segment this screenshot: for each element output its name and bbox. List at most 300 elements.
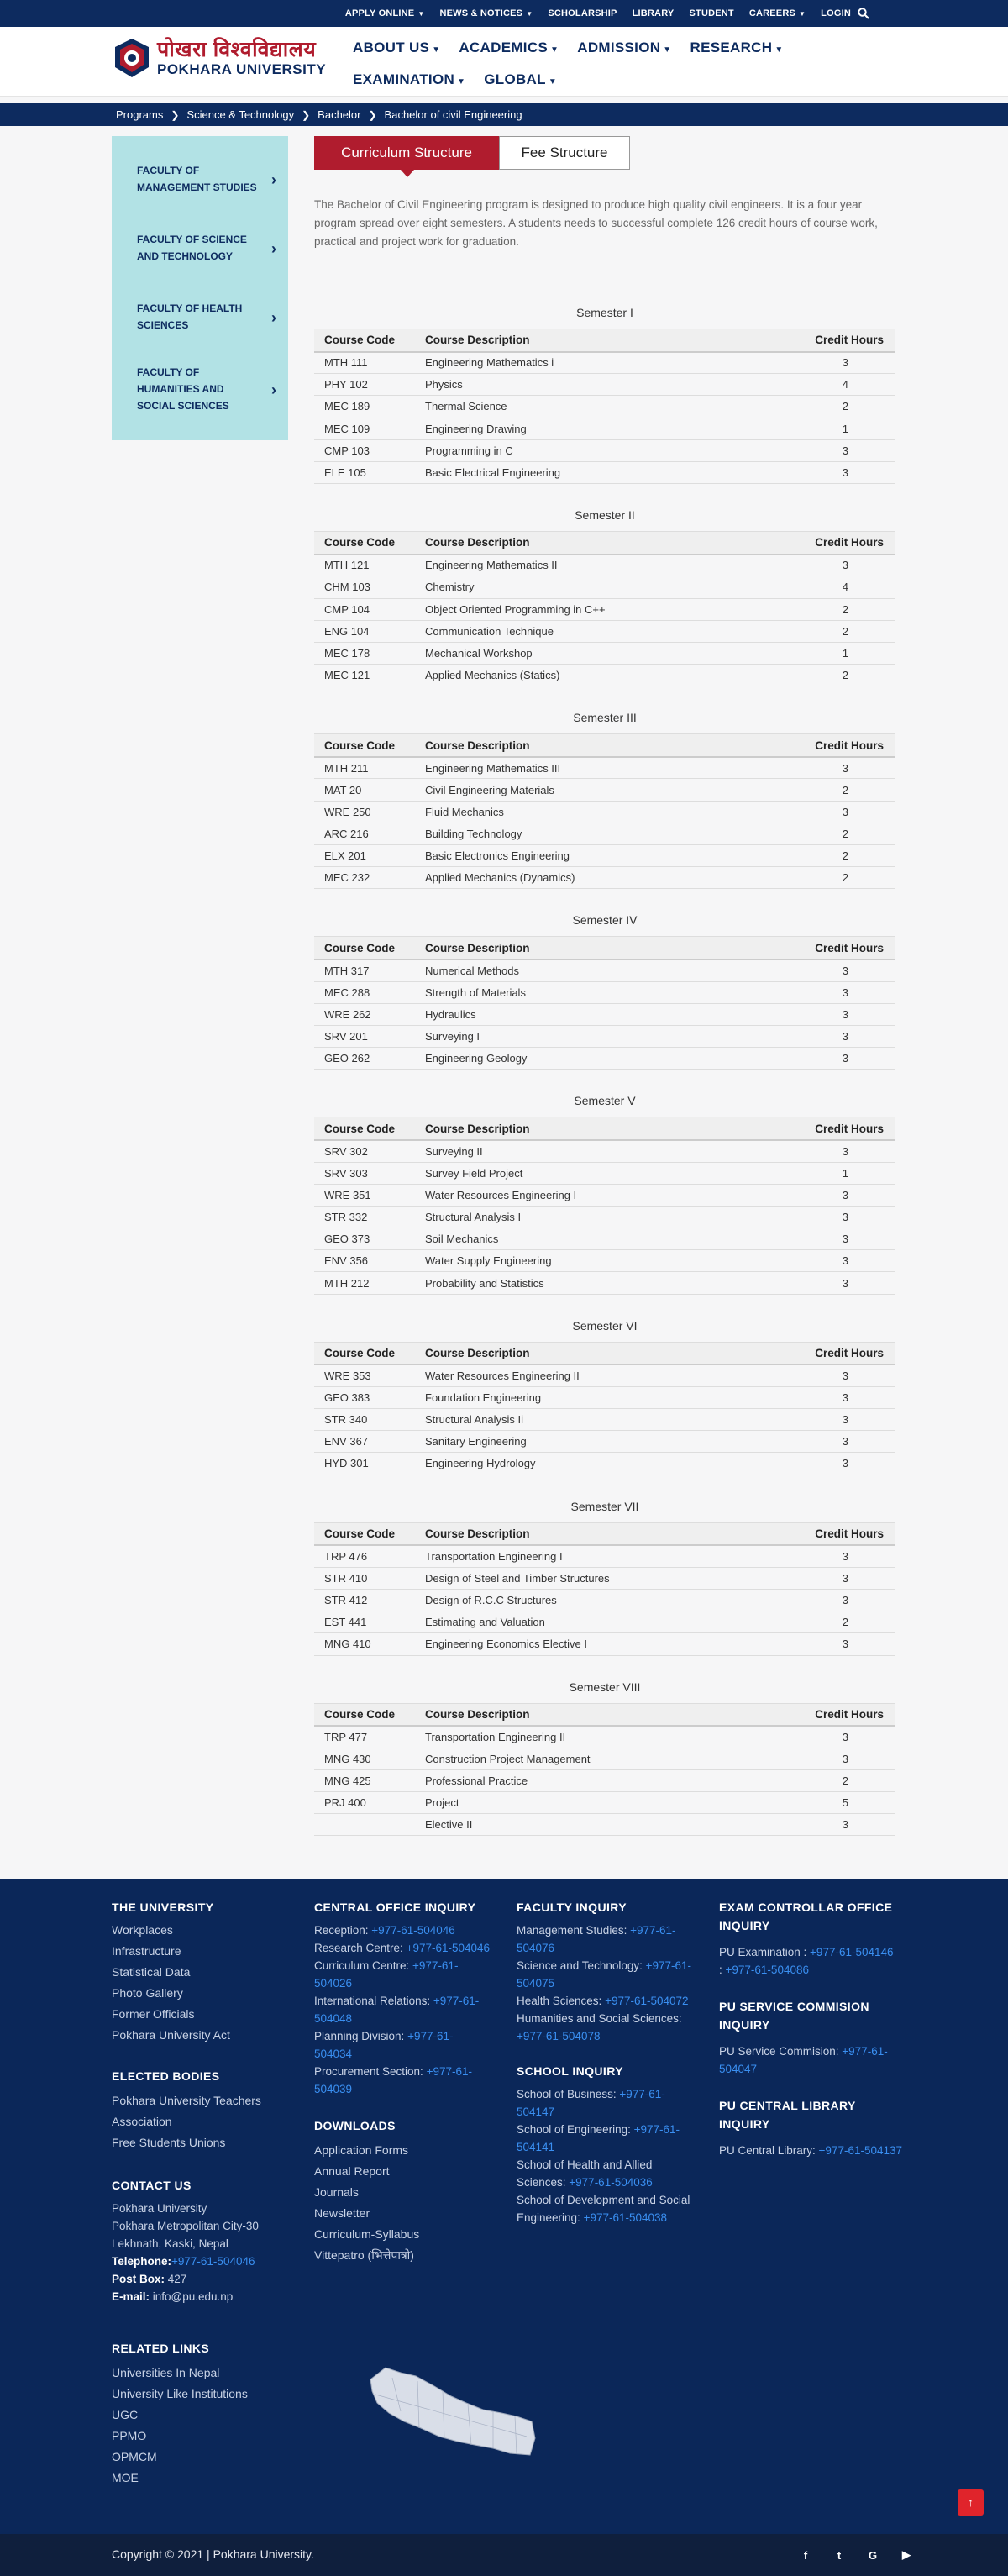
chevron-down-icon: ▼ bbox=[663, 45, 672, 55]
library-phone[interactable]: +977-61-504137 bbox=[818, 2144, 903, 2157]
course-table bbox=[314, 1522, 895, 1656]
top-utility-bar bbox=[0, 0, 1008, 27]
credit-hours: 3 bbox=[743, 1567, 895, 1589]
table-row bbox=[314, 576, 895, 598]
phone-link[interactable]: +977-61-504141 bbox=[517, 2123, 680, 2153]
course-description: Communication Technique bbox=[415, 620, 741, 642]
footer-link[interactable]: Former Officials bbox=[112, 2007, 195, 2021]
phone-link[interactable]: +977-61-504075 bbox=[517, 1959, 692, 1990]
course-description: Building Technology bbox=[415, 823, 722, 844]
column-header-credit: Credit Hours bbox=[722, 1117, 895, 1140]
faculty-contact: Health Sciences: +977-61-504072 bbox=[517, 1995, 689, 2007]
column-header-code: Course Code bbox=[314, 532, 415, 555]
course-description: Water Resources Engineering I bbox=[415, 1184, 722, 1206]
semester-title: Semester I bbox=[576, 306, 633, 319]
sidebar-item-science-technology[interactable]: FACULTY OF SCIENCE AND TECHNOLOGY › bbox=[137, 234, 276, 262]
footer-exam-inquiry: EXAM CONTROLLAR OFFICE INQUIRY PU Examination : +977-61-504146 : +977-61-504086 PU SERVICE COMMISION INQUIRY PU Service Commision: +977-61-504047 PU CENTRAL LIBRARY INQUIRY PU Central Library: +977-61-504137 bbox=[719, 1900, 903, 2157]
site-footer bbox=[0, 1879, 1008, 2534]
twitter-icon[interactable]: t bbox=[837, 2548, 842, 2562]
faculty-contact: Science and Technology: +977-61-504075 bbox=[517, 1959, 692, 1990]
chevron-down-icon: ▼ bbox=[417, 9, 425, 18]
chevron-down-icon: ▼ bbox=[548, 77, 558, 87]
course-code: MEC 178 bbox=[314, 642, 415, 664]
course-code: MTH 211 bbox=[314, 757, 415, 779]
table-row bbox=[314, 1611, 895, 1633]
credit-hours: 3 bbox=[711, 461, 895, 483]
column-header-desc: Course Description bbox=[415, 1703, 732, 1726]
phone-link[interactable]: +977-61-504039 bbox=[314, 2065, 472, 2095]
table-row bbox=[314, 1228, 895, 1250]
footer-link[interactable]: Pokhara University Teachers Association bbox=[112, 2094, 261, 2128]
sidebar-item-management[interactable]: FACULTY OF MANAGEMENT STUDIES › bbox=[137, 165, 276, 193]
credit-hours: 3 bbox=[711, 352, 895, 374]
course-code: STR 410 bbox=[314, 1567, 415, 1589]
column-header-code: Course Code bbox=[314, 734, 415, 757]
course-code: CMP 104 bbox=[314, 598, 415, 620]
table-row bbox=[314, 1409, 895, 1431]
copyright-text: Copyright © 2021 | Pokhara University. bbox=[112, 2547, 314, 2561]
course-description: Water Resources Engineering II bbox=[415, 1364, 725, 1386]
course-code: WRE 351 bbox=[314, 1184, 415, 1206]
course-code: CHM 103 bbox=[314, 576, 415, 598]
course-code: WRE 262 bbox=[314, 1003, 415, 1025]
column-header-code: Course Code bbox=[314, 1117, 415, 1140]
credit-hours: 4 bbox=[711, 374, 895, 396]
footer-link[interactable]: Infrastructure bbox=[112, 1944, 181, 1958]
table-row bbox=[314, 779, 895, 801]
footer-link[interactable]: Pokhara University Act bbox=[112, 2028, 230, 2042]
footer-download-link[interactable]: Application Forms bbox=[314, 2143, 409, 2157]
course-code: MNG 430 bbox=[314, 1748, 415, 1769]
credit-hours: 2 bbox=[741, 620, 895, 642]
credit-hours: 3 bbox=[743, 1633, 895, 1655]
credit-hours: 3 bbox=[684, 1048, 895, 1070]
semester-title: Semester IV bbox=[572, 913, 638, 928]
university-logo[interactable] bbox=[112, 37, 326, 79]
column-header-credit: Credit Hours bbox=[684, 937, 895, 959]
site-header bbox=[0, 27, 1008, 97]
contact-email[interactable]: info@pu.edu.np bbox=[152, 2290, 234, 2303]
credit-hours: 3 bbox=[684, 1025, 895, 1047]
credit-hours: 2 bbox=[732, 1769, 895, 1791]
course-description: Numerical Methods bbox=[415, 959, 684, 981]
footer-link[interactable]: University Like Institutions bbox=[112, 2387, 248, 2400]
course-code bbox=[314, 1814, 415, 1836]
credit-hours: 3 bbox=[684, 1003, 895, 1025]
course-code: GEO 383 bbox=[314, 1386, 415, 1408]
course-description: Engineering Drawing bbox=[415, 418, 711, 439]
table-row bbox=[314, 1748, 895, 1769]
course-code: EST 441 bbox=[314, 1611, 415, 1633]
course-table bbox=[314, 936, 895, 1070]
course-description: Design of Steel and Timber Structures bbox=[415, 1567, 743, 1589]
table-row bbox=[314, 1792, 895, 1814]
course-description: Engineering Mathematics i bbox=[415, 352, 711, 374]
central-office-contact: Research Centre: +977-61-504046 bbox=[314, 1942, 491, 1954]
credit-hours: 3 bbox=[722, 1206, 895, 1228]
topbar-scholarship[interactable]: SCHOLARSHIP bbox=[548, 8, 617, 18]
course-description: Fluid Mechanics bbox=[415, 801, 722, 823]
phone-link[interactable]: +977-61-504147 bbox=[517, 2088, 665, 2118]
course-description: Thermal Science bbox=[415, 396, 711, 418]
column-header-credit: Credit Hours bbox=[743, 1522, 895, 1545]
nav-global[interactable]: GLOBAL ▼ bbox=[484, 71, 558, 87]
school-contact: School of Business: +977-61-504147 bbox=[517, 2088, 665, 2118]
breadcrumb-bachelor[interactable]: Bachelor bbox=[318, 108, 361, 121]
credit-hours: 3 bbox=[722, 1250, 895, 1272]
phone-link[interactable]: +977-61-504046 bbox=[371, 1924, 455, 1937]
table-row bbox=[314, 665, 895, 686]
column-header-credit: Credit Hours bbox=[741, 532, 895, 555]
course-description: Soil Mechanics bbox=[415, 1228, 722, 1250]
footer-link[interactable]: Workplaces bbox=[112, 1923, 173, 1937]
table-row bbox=[314, 1184, 895, 1206]
back-to-top-button[interactable]: ↑ bbox=[958, 2489, 984, 2516]
topbar-news-notices[interactable]: NEWS & NOTICES ▼ bbox=[439, 8, 533, 18]
phone-link[interactable]: +977-61-504034 bbox=[314, 2030, 454, 2060]
course-table bbox=[314, 1703, 895, 1837]
exam-phone-2[interactable]: +977-61-504086 bbox=[725, 1964, 809, 1976]
course-description: Sanitary Engineering bbox=[415, 1431, 725, 1453]
credit-hours: 1 bbox=[711, 418, 895, 439]
course-description: Civil Engineering Materials bbox=[415, 779, 722, 801]
credit-hours: 2 bbox=[722, 823, 895, 844]
course-code: MNG 425 bbox=[314, 1769, 415, 1791]
credit-hours: 4 bbox=[741, 576, 895, 598]
credit-hours: 3 bbox=[743, 1589, 895, 1611]
credit-hours: 2 bbox=[741, 598, 895, 620]
nepal-map-image bbox=[367, 2361, 538, 2462]
chevron-right-icon: › bbox=[271, 309, 276, 326]
credit-hours: 3 bbox=[725, 1409, 895, 1431]
course-code: MNG 410 bbox=[314, 1633, 415, 1655]
credit-hours: 3 bbox=[725, 1386, 895, 1408]
credit-hours: 3 bbox=[722, 1228, 895, 1250]
phone-link[interactable]: +977-61-504026 bbox=[314, 1959, 459, 1990]
table-row bbox=[314, 1048, 895, 1070]
semester-title: Semester VIII bbox=[569, 1680, 641, 1694]
credit-hours: 3 bbox=[722, 1184, 895, 1206]
table-row bbox=[314, 867, 895, 889]
course-description: Elective II bbox=[415, 1814, 732, 1836]
column-header-code: Course Code bbox=[314, 1522, 415, 1545]
table-row bbox=[314, 959, 895, 981]
chevron-right-icon: ❯ bbox=[302, 108, 311, 121]
credit-hours: 2 bbox=[722, 779, 895, 801]
table-row bbox=[314, 352, 895, 374]
chevron-down-icon: ▼ bbox=[774, 45, 784, 55]
semester-block bbox=[314, 911, 895, 1070]
course-code: MEC 109 bbox=[314, 418, 415, 439]
course-code: TRP 477 bbox=[314, 1726, 415, 1748]
course-code: WRE 250 bbox=[314, 801, 415, 823]
course-table bbox=[314, 1117, 895, 1294]
exam-phone-1[interactable]: +977-61-504146 bbox=[810, 1946, 894, 1958]
phone-link[interactable]: +977-61-504078 bbox=[517, 2030, 601, 2042]
facebook-icon[interactable]: f bbox=[803, 2548, 808, 2562]
tab-fee-structure[interactable]: Fee Structure bbox=[499, 136, 630, 170]
footer-link[interactable]: Universities In Nepal bbox=[112, 2366, 220, 2379]
phone-link[interactable]: +977-61-504036 bbox=[569, 2176, 653, 2189]
sidebar-item-health[interactable]: FACULTY OF HEALTH SCIENCES › bbox=[137, 302, 276, 331]
column-header-credit: Credit Hours bbox=[725, 1342, 895, 1364]
course-code: HYD 301 bbox=[314, 1453, 415, 1475]
phone-link[interactable]: +977-61-504038 bbox=[583, 2211, 668, 2224]
topbar-student[interactable]: STUDENT bbox=[689, 8, 734, 18]
topbar-login[interactable]: LOGIN bbox=[821, 8, 851, 18]
column-header-code: Course Code bbox=[314, 1342, 415, 1364]
course-description: Applied Mechanics (Dynamics) bbox=[415, 867, 722, 889]
course-code: MTH 212 bbox=[314, 1272, 415, 1294]
credit-hours: 2 bbox=[741, 665, 895, 686]
table-row bbox=[314, 1162, 895, 1184]
course-description: Transportation Engineering I bbox=[415, 1545, 743, 1567]
google-icon[interactable]: G bbox=[868, 2548, 878, 2562]
table-row bbox=[314, 1025, 895, 1047]
column-header-code: Course Code bbox=[314, 329, 415, 352]
footer-faculty-inquiry: FACULTY INQUIRY Management Studies: +977-61-504076 Science and Technology: +977-61-504075 Health Sciences: +977-61-504072 Humanities and Social Sciences: +977-61-504078 SCHOOL INQUIRY School of Business: +977-61-504147 School of Engineering: +977-61-504141 School of Health and Allied Sciences: +977-61-504036 School of Development and Social Engineering: +977-61-504038 bbox=[517, 1898, 693, 2226]
course-code: MEC 232 bbox=[314, 867, 415, 889]
table-row bbox=[314, 620, 895, 642]
semester-title: Semester VI bbox=[572, 1318, 638, 1333]
column-header-code: Course Code bbox=[314, 937, 415, 959]
table-row bbox=[314, 1545, 895, 1567]
course-code: CMP 103 bbox=[314, 439, 415, 461]
column-header-desc: Course Description bbox=[415, 1117, 722, 1140]
tab-curriculum-structure[interactable]: Curriculum Structure bbox=[314, 136, 499, 170]
table-row bbox=[314, 1250, 895, 1272]
table-row bbox=[314, 598, 895, 620]
table-row bbox=[314, 1726, 895, 1748]
footer-download-link[interactable]: Vittepatro (भित्तेपात्रो) bbox=[314, 2248, 414, 2262]
sidebar-item-humanities[interactable]: FACULTY OF HUMANITIES AND SOCIAL SCIENCES › bbox=[137, 366, 276, 412]
program-tabs bbox=[314, 136, 630, 170]
breadcrumb-science-technology[interactable]: Science & Technology bbox=[186, 108, 295, 121]
credit-hours: 3 bbox=[684, 959, 895, 981]
chevron-down-icon: ▼ bbox=[526, 9, 533, 18]
table-row bbox=[314, 1206, 895, 1228]
column-header-desc: Course Description bbox=[415, 1522, 743, 1545]
course-description: Foundation Engineering bbox=[415, 1386, 725, 1408]
school-contact: School of Engineering: +977-61-504141 bbox=[517, 2123, 680, 2153]
course-description: Engineering Economics Elective I bbox=[415, 1633, 743, 1655]
semester-block bbox=[314, 506, 895, 686]
table-row bbox=[314, 374, 895, 396]
table-row bbox=[314, 1633, 895, 1655]
table-row bbox=[314, 461, 895, 483]
course-description: Physics bbox=[415, 374, 711, 396]
semester-block bbox=[314, 303, 895, 484]
course-code: SRV 302 bbox=[314, 1140, 415, 1162]
footer-link[interactable]: OPMCM bbox=[112, 2450, 157, 2463]
copyright-bar bbox=[0, 2534, 1008, 2576]
column-header-desc: Course Description bbox=[415, 329, 711, 352]
credit-hours: 1 bbox=[741, 642, 895, 664]
central-office-contact: Planning Division: +977-61-504034 bbox=[314, 2030, 454, 2060]
credit-hours: 2 bbox=[711, 396, 895, 418]
nav-academics[interactable]: ACADEMICS ▼ bbox=[459, 39, 559, 55]
chevron-right-icon: › bbox=[271, 381, 276, 398]
youtube-icon[interactable]: ▶ bbox=[902, 2548, 911, 2561]
credit-hours: 1 bbox=[722, 1162, 895, 1184]
course-description: Design of R.C.C Structures bbox=[415, 1589, 743, 1611]
course-description: Engineering Geology bbox=[415, 1048, 684, 1070]
course-description: Hydraulics bbox=[415, 1003, 684, 1025]
course-description: Engineering Mathematics II bbox=[415, 555, 741, 576]
contact-telephone[interactable]: +977-61-504046 bbox=[171, 2255, 255, 2268]
table-row bbox=[314, 642, 895, 664]
semester-block bbox=[314, 1497, 895, 1656]
central-office-contact: Procurement Section: +977-61-504039 bbox=[314, 2065, 472, 2095]
column-header-desc: Course Description bbox=[415, 937, 684, 959]
table-row bbox=[314, 1272, 895, 1294]
footer-link[interactable]: PPMO bbox=[112, 2429, 147, 2442]
credit-hours: 3 bbox=[725, 1453, 895, 1475]
course-description: Project bbox=[415, 1792, 732, 1814]
main-navigation bbox=[353, 32, 857, 96]
breadcrumb-current: Bachelor of civil Engineering bbox=[384, 108, 522, 121]
footer-download-link[interactable]: Newsletter bbox=[314, 2206, 370, 2220]
phone-link[interactable]: +977-61-504076 bbox=[517, 1924, 676, 1954]
course-code: ENV 356 bbox=[314, 1250, 415, 1272]
course-code: PRJ 400 bbox=[314, 1792, 415, 1814]
course-code: MAT 20 bbox=[314, 779, 415, 801]
course-description: Engineering Hydrology bbox=[415, 1453, 725, 1475]
footer-link[interactable]: Statistical Data bbox=[112, 1965, 191, 1979]
semester-block bbox=[314, 708, 895, 889]
breadcrumb-programs[interactable]: Programs bbox=[116, 108, 164, 121]
course-code: ARC 216 bbox=[314, 823, 415, 844]
course-description: Survey Field Project bbox=[415, 1162, 722, 1184]
course-table bbox=[314, 329, 895, 484]
course-code: MTH 317 bbox=[314, 959, 415, 981]
credit-hours: 3 bbox=[732, 1748, 895, 1769]
credit-hours: 3 bbox=[725, 1431, 895, 1453]
course-code: TRP 476 bbox=[314, 1545, 415, 1567]
table-row bbox=[314, 439, 895, 461]
footer-link[interactable]: Photo Gallery bbox=[112, 1986, 183, 2000]
footer-link[interactable]: UGC bbox=[112, 2408, 139, 2421]
semester-title: Semester VII bbox=[570, 1499, 639, 1513]
semester-block bbox=[314, 1091, 895, 1294]
table-row bbox=[314, 1386, 895, 1408]
topbar-careers[interactable]: CAREERS ▼ bbox=[748, 8, 806, 18]
course-description: Transportation Engineering II bbox=[415, 1726, 732, 1748]
course-description: Mechanical Workshop bbox=[415, 642, 741, 664]
table-row bbox=[314, 1003, 895, 1025]
footer-link[interactable]: Free Students Unions bbox=[112, 2136, 226, 2149]
course-description: Object Oriented Programming in C++ bbox=[415, 598, 741, 620]
course-description: Chemistry bbox=[415, 576, 741, 598]
course-table bbox=[314, 733, 895, 889]
semester-title: Semester III bbox=[573, 711, 637, 725]
nav-examination[interactable]: EXAMINATION ▼ bbox=[353, 71, 466, 87]
footer-download-link[interactable]: Annual Report bbox=[314, 2164, 390, 2178]
course-code: ELE 105 bbox=[314, 461, 415, 483]
course-code: ELX 201 bbox=[314, 845, 415, 867]
program-description: The Bachelor of Civil Engineering program is designed to produce high quality civil engineers. It is a four year program spread over eight semesters. A students needs to successful complete 126 credit hours of course work, practical and project work for graduation. bbox=[314, 198, 878, 248]
course-description: Professional Practice bbox=[415, 1769, 732, 1791]
credit-hours: 3 bbox=[711, 439, 895, 461]
course-description: Engineering Mathematics III bbox=[415, 757, 722, 779]
course-code: PHY 102 bbox=[314, 374, 415, 396]
column-header-credit: Credit Hours bbox=[732, 1703, 895, 1726]
column-header-credit: Credit Hours bbox=[711, 329, 895, 352]
nav-admission[interactable]: ADMISSION ▼ bbox=[577, 39, 672, 55]
semester-block bbox=[314, 1678, 895, 1837]
course-code: STR 340 bbox=[314, 1409, 415, 1431]
column-header-desc: Course Description bbox=[415, 734, 722, 757]
course-description: Basic Electrical Engineering bbox=[415, 461, 711, 483]
course-code: MTH 111 bbox=[314, 352, 415, 374]
chevron-right-icon: › bbox=[271, 240, 276, 257]
topbar-library[interactable]: LIBRARY bbox=[632, 8, 675, 18]
breadcrumb bbox=[0, 103, 1008, 126]
credit-hours: 3 bbox=[722, 1140, 895, 1162]
search-icon[interactable] bbox=[858, 8, 869, 19]
credit-hours: 2 bbox=[743, 1611, 895, 1633]
nav-about-us[interactable]: ABOUT US ▼ bbox=[353, 39, 441, 55]
table-row bbox=[314, 1814, 895, 1836]
social-links bbox=[781, 2546, 916, 2564]
service-commission-phone[interactable]: +977-61-504047 bbox=[719, 2045, 888, 2075]
phone-link[interactable]: +977-61-504048 bbox=[314, 1995, 480, 2025]
credit-hours: 3 bbox=[732, 1726, 895, 1748]
semester-block bbox=[314, 1317, 895, 1475]
footer-university: THE UNIVERSITY Workplaces Infrastructure Statistical Data Photo Gallery Former Officials Pokhara University Act ELECTED BODIES Pokhara University Teachers Association Free Students Unions CONTACT US Pokhara University Pokhara Metropolitan City-30 Lekhnath, Kaski, Nepal Telephone:+977-61-504046 Post Box: 427 E-mail: info@pu.edu.np RELATED LINKS Universities In Nepal University Like Institutions UGC PPMO OPMCM MOE bbox=[112, 1898, 297, 2489]
course-code: GEO 373 bbox=[314, 1228, 415, 1250]
course-description: Construction Project Management bbox=[415, 1748, 732, 1769]
course-description: Surveying I bbox=[415, 1025, 684, 1047]
footer-download-link[interactable]: Journals bbox=[314, 2185, 359, 2199]
school-contact: School of Development and Social Engineering: +977-61-504038 bbox=[517, 2194, 690, 2224]
phone-link[interactable]: +977-61-504072 bbox=[605, 1995, 689, 2007]
credit-hours: 3 bbox=[743, 1545, 895, 1567]
curriculum-semesters bbox=[314, 303, 895, 1836]
course-code: STR 412 bbox=[314, 1589, 415, 1611]
course-description: Estimating and Valuation bbox=[415, 1611, 743, 1633]
table-row bbox=[314, 418, 895, 439]
table-row bbox=[314, 845, 895, 867]
faculty-contact: Management Studies: +977-61-504076 bbox=[517, 1924, 676, 1954]
table-row bbox=[314, 823, 895, 844]
topbar-apply-online[interactable]: APPLY ONLINE ▼ bbox=[344, 8, 425, 18]
column-header-desc: Course Description bbox=[415, 1342, 725, 1364]
phone-link[interactable]: +977-61-504046 bbox=[406, 1942, 491, 1954]
table-row bbox=[314, 1364, 895, 1386]
nav-research[interactable]: RESEARCH ▼ bbox=[690, 39, 784, 55]
faculty-contact: Humanities and Social Sciences: +977-61-504078 bbox=[517, 2012, 682, 2042]
school-contact: School of Health and Allied Sciences: +977-61-504036 bbox=[517, 2158, 653, 2189]
central-office-contact: International Relations: +977-61-504048 bbox=[314, 1995, 480, 2025]
credit-hours: 3 bbox=[722, 801, 895, 823]
credit-hours: 3 bbox=[741, 555, 895, 576]
chevron-right-icon: ❯ bbox=[368, 108, 377, 121]
central-office-contact: Curriculum Centre: +977-61-504026 bbox=[314, 1959, 459, 1990]
course-description: Structural Analysis Ii bbox=[415, 1409, 725, 1431]
credit-hours: 2 bbox=[722, 845, 895, 867]
footer-download-link[interactable]: Curriculum-Syllabus bbox=[314, 2227, 420, 2241]
table-row bbox=[314, 1453, 895, 1475]
footer-link[interactable]: MOE bbox=[112, 2471, 139, 2484]
table-row bbox=[314, 1769, 895, 1791]
course-code: SRV 201 bbox=[314, 1025, 415, 1047]
university-emblem-icon bbox=[112, 37, 152, 79]
logo-nepali-text: पोखरा विश्वविद्यालय bbox=[157, 38, 317, 61]
course-code: ENG 104 bbox=[314, 620, 415, 642]
course-description: Probability and Statistics bbox=[415, 1272, 722, 1294]
course-description: Water Supply Engineering bbox=[415, 1250, 722, 1272]
